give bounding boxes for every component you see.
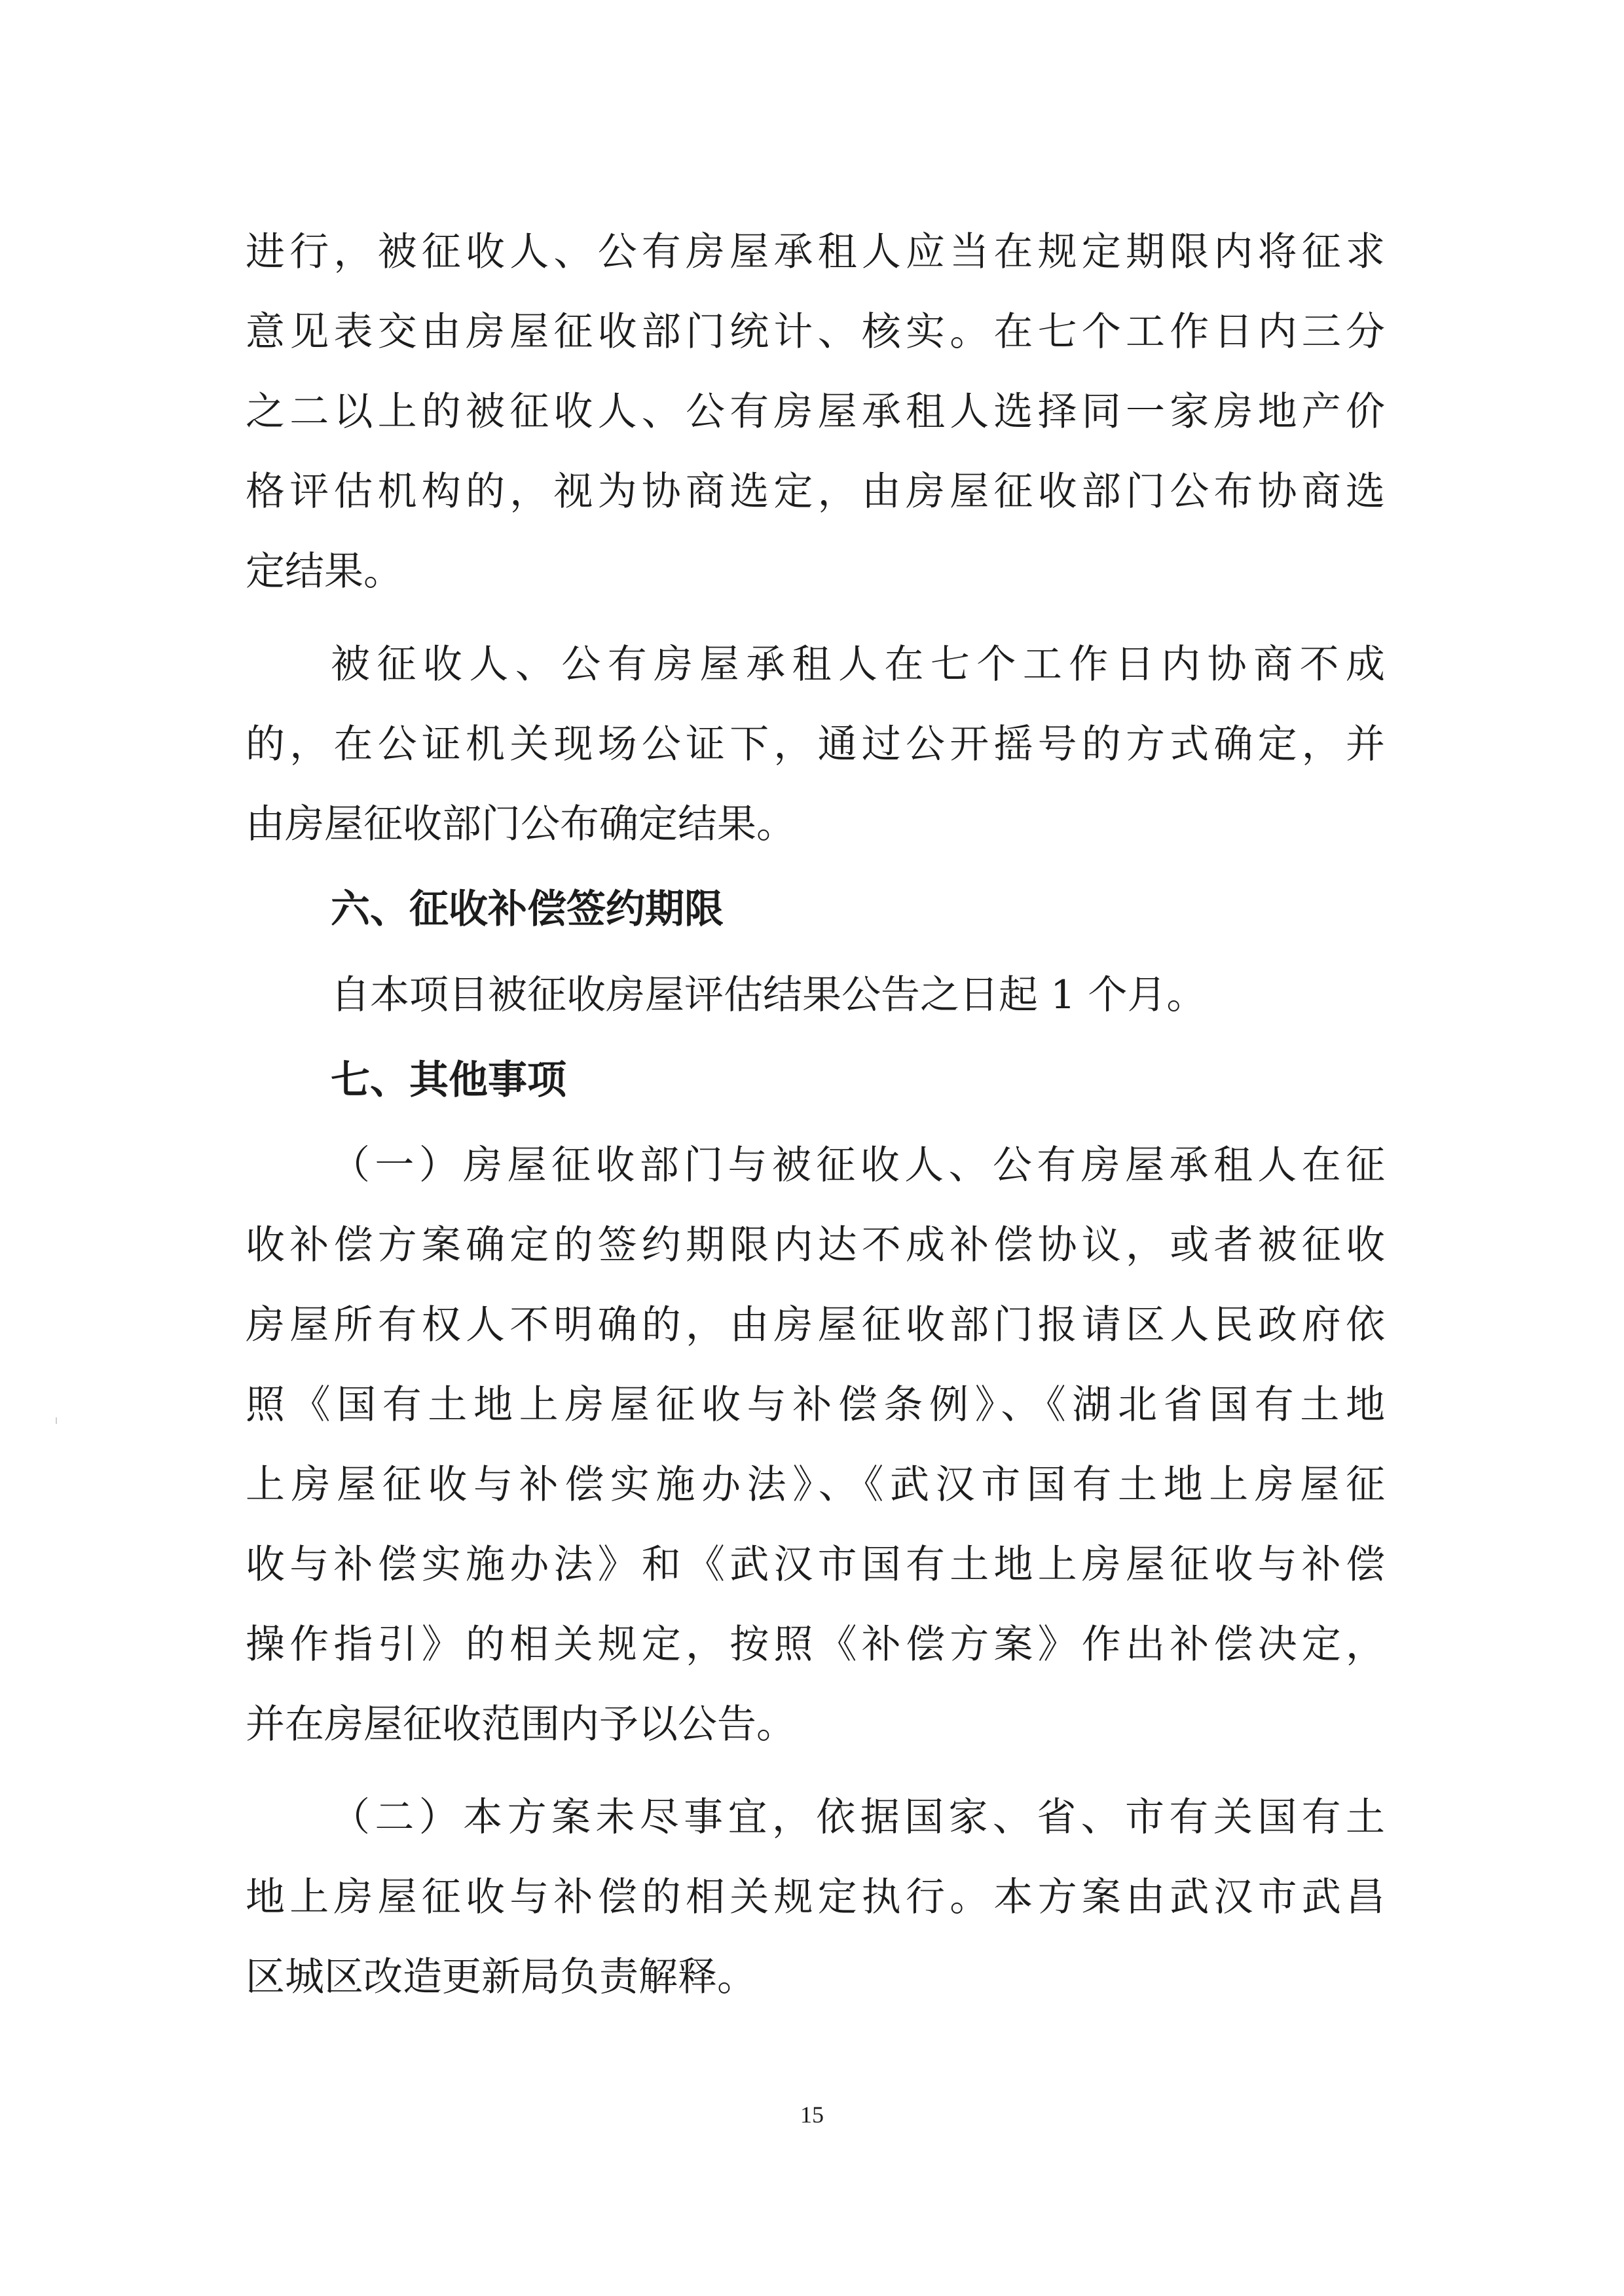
paragraph-first-line: （一）房屋征收部门与被征收人、公有房屋承租人在征 bbox=[331, 1142, 1385, 1188]
section-heading: 六、征收补偿签约期限 bbox=[331, 886, 724, 932]
body-line: 房屋所有权人不明确的，由房屋征收部门报请区人民政府依 bbox=[246, 1302, 1385, 1348]
paragraph-first-line: 被征收人、公有房屋承租人在七个工作日内协商不成 bbox=[331, 642, 1385, 687]
section-heading: 七、其他事项 bbox=[331, 1057, 566, 1103]
page-number: 15 bbox=[800, 2102, 824, 2128]
body-line: 进行，被征收人、公有房屋承租人应当在规定期限内将征求 bbox=[246, 229, 1385, 275]
body-line: 照《国有土地上房屋征收与补偿条例》、《湖北省国有土地 bbox=[246, 1382, 1385, 1428]
paragraph-first-line: （二）本方案未尽事宜，依据国家、省、市有关国有土 bbox=[331, 1795, 1385, 1840]
body-line: 收补偿方案确定的签约期限内达不成补偿协议，或者被征收 bbox=[246, 1222, 1385, 1268]
body-line: 上房屋征收与补偿实施办法》、《武汉市国有土地上房屋征 bbox=[246, 1462, 1385, 1508]
body-line: 操作指引》的相关规定，按照《补偿方案》作出补偿决定， bbox=[246, 1622, 1385, 1667]
body-line: 地上房屋征收与补偿的相关规定执行。本方案由武汉市武昌 bbox=[246, 1874, 1385, 1920]
body-line: 由房屋征收部门公布确定结果。 bbox=[246, 801, 796, 847]
body-line: 收与补偿实施办法》和《武汉市国有土地上房屋征收与补偿 bbox=[246, 1542, 1385, 1588]
body-line: 意见表交由房屋征收部门统计、核实。在七个工作日内三分 bbox=[246, 309, 1385, 355]
body-line: 格评估机构的，视为协商选定，由房屋征收部门公布协商选 bbox=[246, 469, 1385, 515]
paragraph-first-line: 自本项目被征收房屋评估结果公告之日起 1 个月。 bbox=[331, 972, 1206, 1018]
body-line: 之二以上的被征收人、公有房屋承租人选择同一家房地产价 bbox=[246, 389, 1385, 435]
scan-mark bbox=[56, 1417, 57, 1424]
body-line: 并在房屋征收范围内予以公告。 bbox=[246, 1702, 796, 1747]
body-line: 定结果。 bbox=[246, 549, 403, 594]
body-line: 的，在公证机关现场公证下，通过公开摇号的方式确定，并 bbox=[246, 721, 1385, 767]
body-line: 区城区改造更新局负责解释。 bbox=[246, 1954, 756, 2000]
